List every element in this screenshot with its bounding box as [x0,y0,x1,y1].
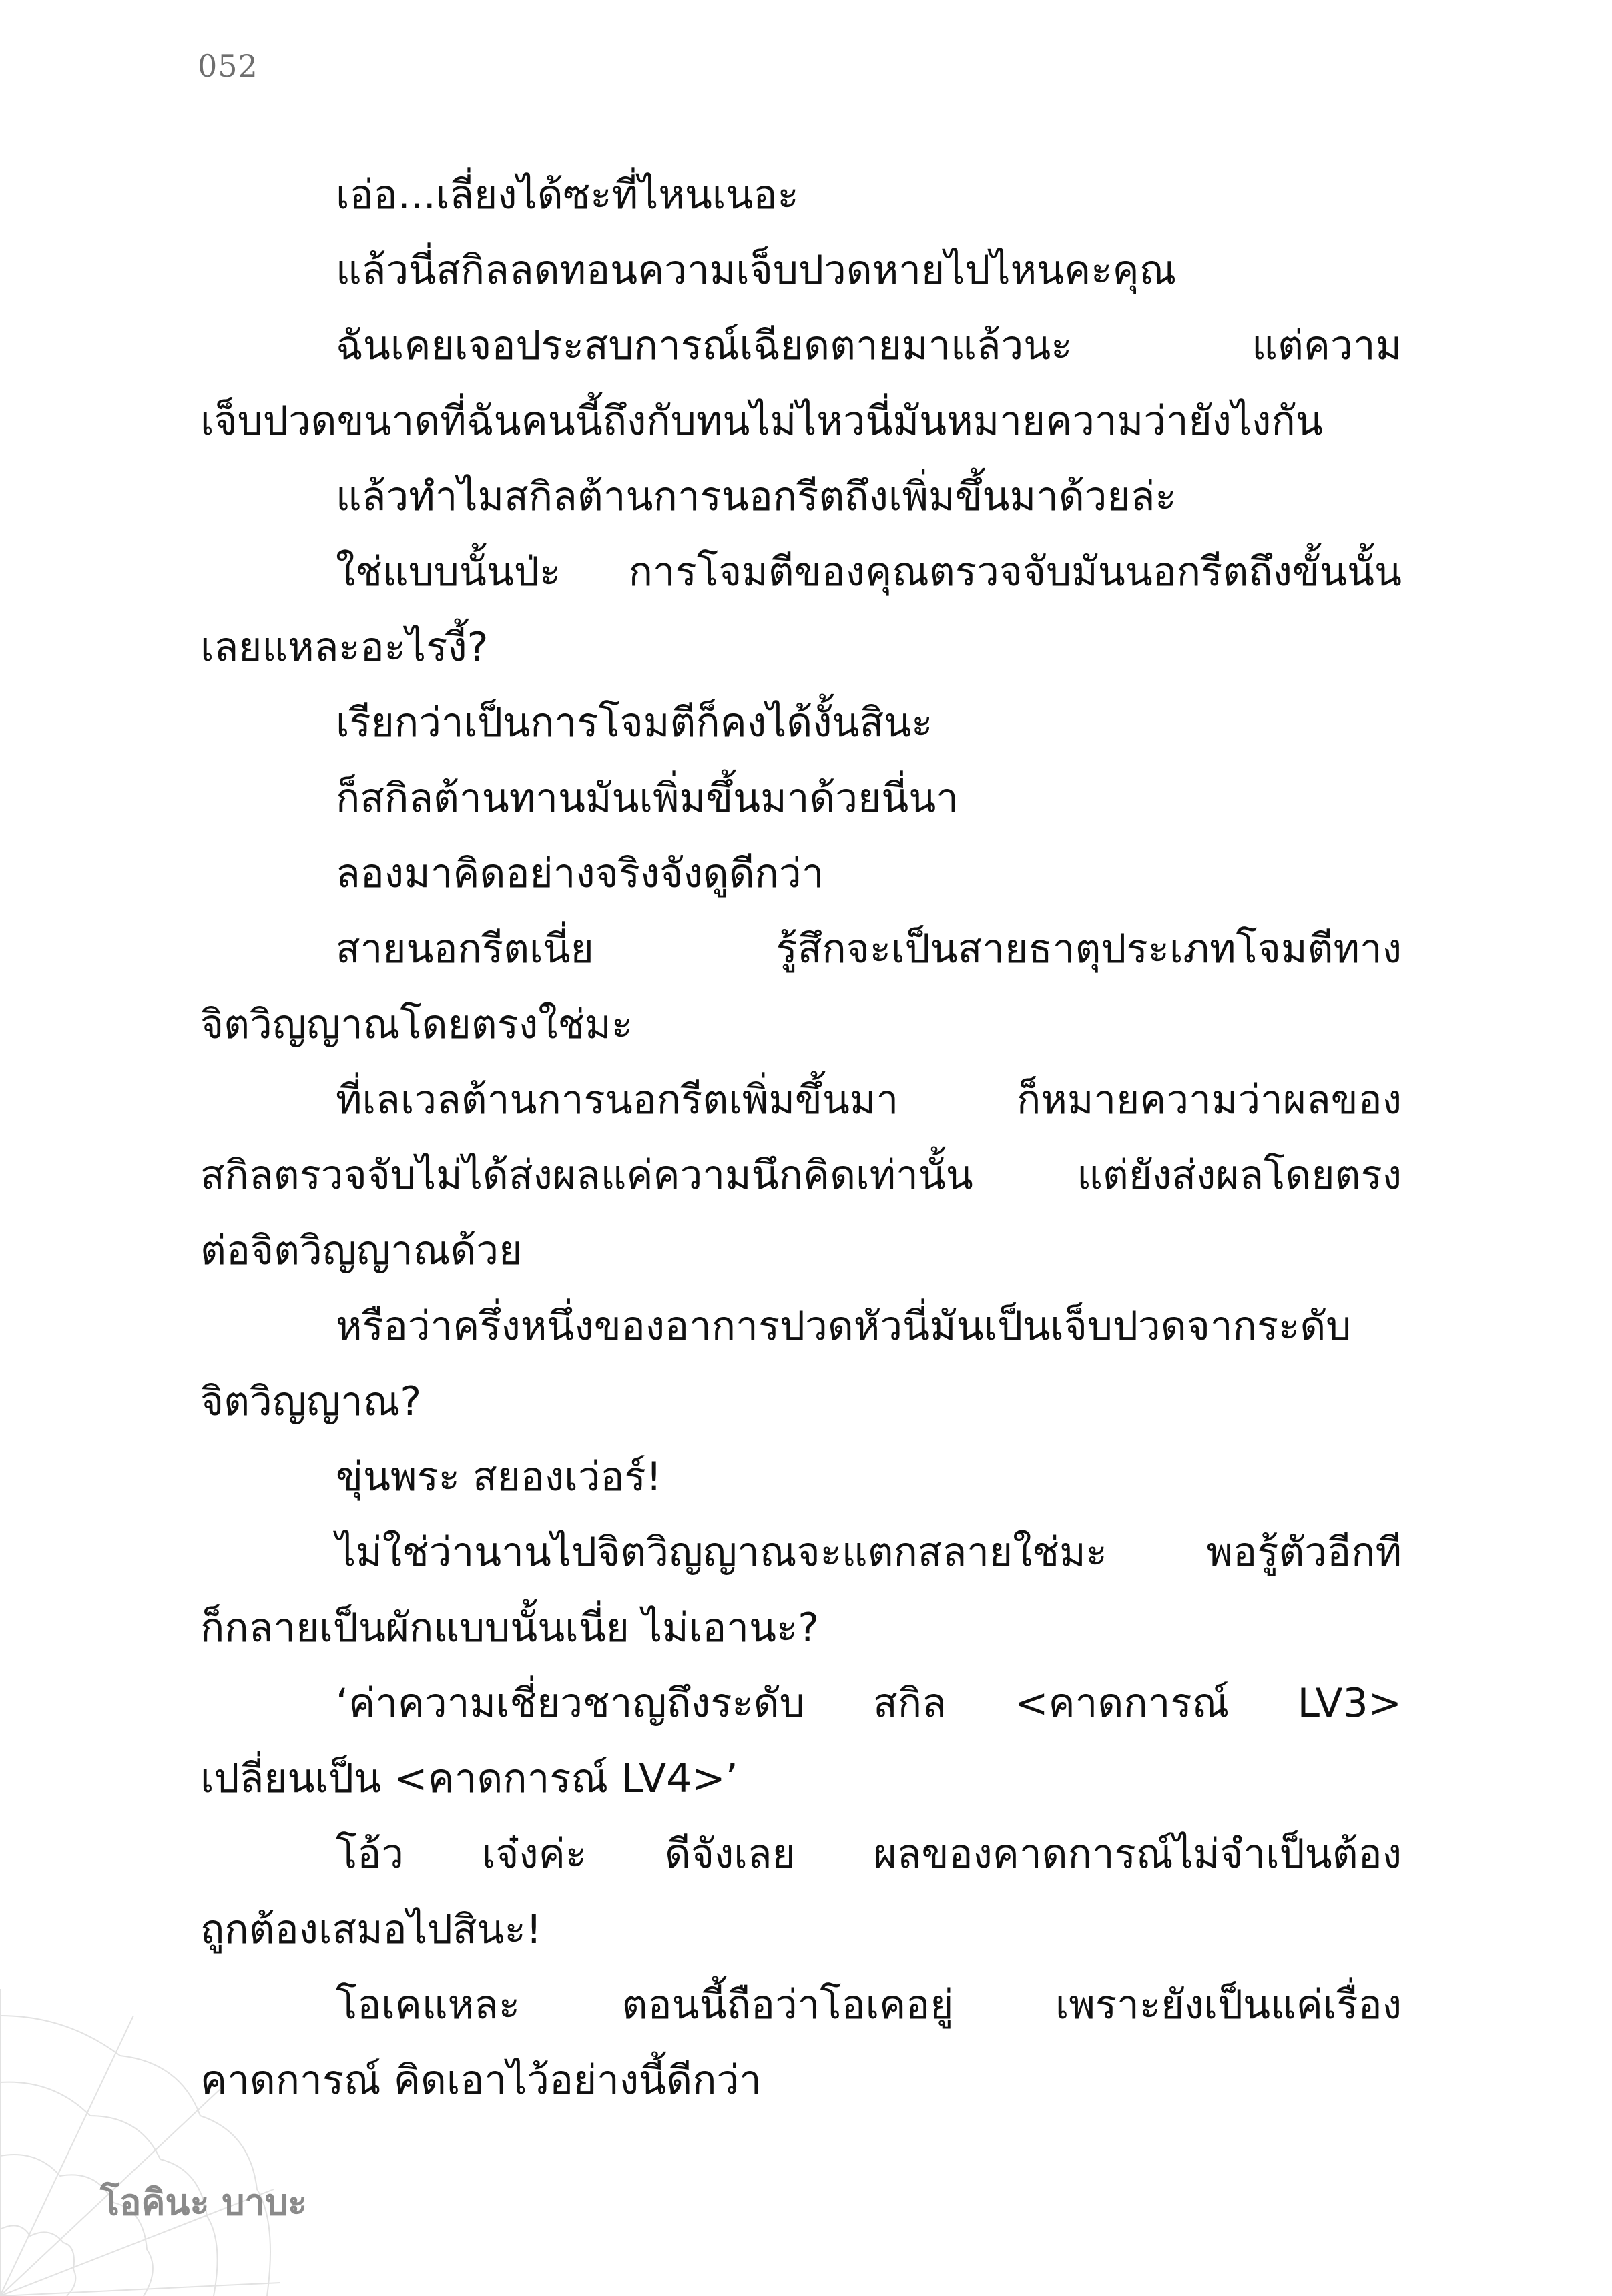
text-line: สกิลตรวจจับไม่ได้ส่งผลแค่ความนึกคิดเท่านั้น แต่ยังส่งผลโดยตรง [200,1152,1402,1199]
text-line: ลองมาคิดอย่างจริงจังดูดีกว่า [336,850,824,897]
text-line: ที่เลเวลต้านการนอกรีตเพิ่มขึ้นมา ก็หมายความว่าผลของ [336,1077,1402,1123]
text-line: ก็สกิลต้านทานมันเพิ่มขึ้นมาด้วยนี่นา [336,775,959,822]
text-line: เปลี่ยนเป็น <คาดการณ์ LV4>’ [200,1755,738,1802]
text-line: ฉันเคยเจอประสบการณ์เฉียดตายมาแล้วนะ แต่ความ [336,322,1402,369]
text-line: หรือว่าครึ่งหนึ่งของอาการปวดหัวนี่มันเป็นเจ็บปวดจากระดับ [336,1303,1352,1350]
body-text [200,158,1402,2118]
text-line: จิตวิญญาณโดยตรงใช่มะ [200,1001,633,1048]
text-line: จิตวิญญาณ? [200,1378,422,1425]
text-line: ก็กลายเป็นผักแบบนั้นเนี่ย ไม่เอานะ? [200,1605,820,1651]
text-line: เอ่อ...เลี่ยงได้ซะที่ไหนเนอะ [336,172,799,218]
text-line: ใช่แบบนั้นป่ะ การโจมตีของคุณตรวจจับมันนอกรีตถึงขั้นนั้น [336,549,1402,595]
text-line: แล้วทำไมสกิลต้านการนอกรีตถึงเพิ่มขึ้นมาด้วยล่ะ [336,473,1177,520]
text-line: ถูกต้องเสมอไปสินะ! [200,1906,542,1953]
text-line: เลยแหละอะไรงี้? [200,624,489,671]
text-line: คาดการณ์ คิดเอาไว้อย่างนี้ดีกว่า [200,2057,762,2104]
text-line: เรียกว่าเป็นการโจมตีก็คงได้งั้นสินะ [336,699,933,746]
spiderweb-decoration [0,1989,280,2296]
text-line: ‘ค่าความเชี่ยวชาญถึงระดับ สกิล <คาดการณ์ LV3> [336,1680,1402,1727]
text-line: โอเคแหละ ตอนนี้ถือว่าโอเคอยู่ เพราะยังเป็นแค่เรื่อง [336,1982,1402,2028]
text-line: ต่อจิตวิญญาณด้วย [200,1227,523,1274]
text-line: เจ็บปวดขนาดที่ฉันคนนี้ถึงกับทนไม่ไหวนี่มันหมายความว่ายังไงกัน [200,398,1323,445]
page-number: 052 [198,48,258,84]
text-line: ขุ่นพระ สยองเว่อร์! [336,1454,662,1500]
text-line: สายนอกรีตเนี่ย รู้สึกจะเป็นสายธาตุประเภทโจมตีทาง [336,926,1402,972]
footer-book-title: โอคินะ บาบะ [100,2181,308,2223]
text-line: โอ้ว เจ๋งค่ะ ดีจังเลย ผลของคาดการณ์ไม่จำเป็นต้อง [336,1831,1402,1878]
text-line: แล้วนี่สกิลลดทอนความเจ็บปวดหายไปไหนคะคุณ [336,247,1177,294]
text-line: ไม่ใช่ว่านานไปจิตวิญญาณจะแตกสลายใช่มะ พอรู้ตัวอีกที [336,1529,1402,1576]
